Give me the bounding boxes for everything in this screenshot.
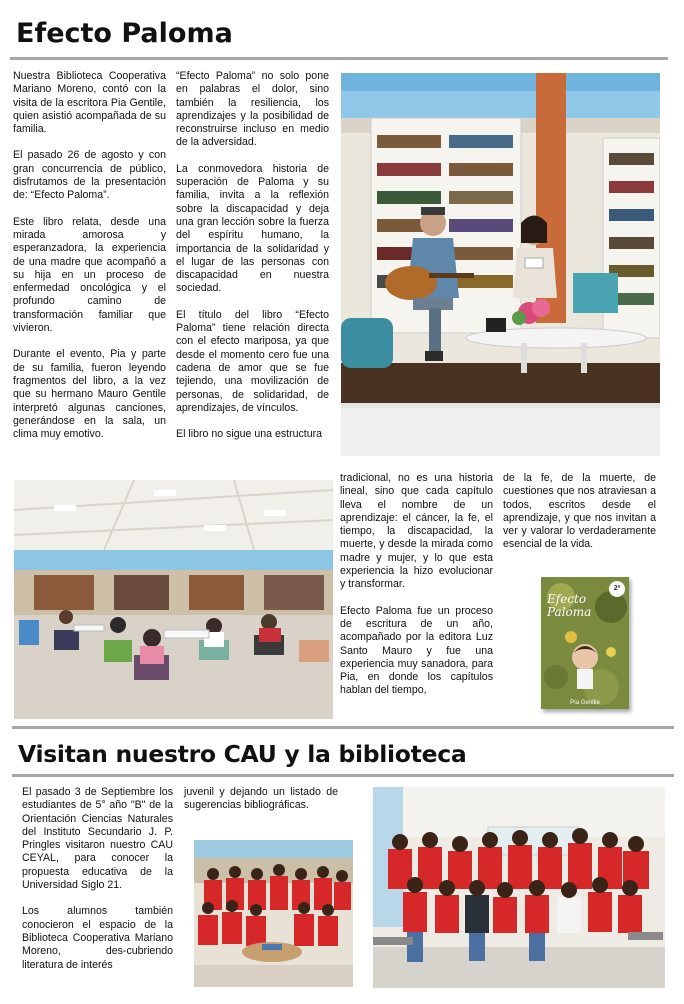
paragraph: El pasado 3 de Septiembre los estudiantes de 5° año "B" de la Orientación Ciencias Naturales del Instituto Secundario J. P. Pringles visitaron nuestro CAU CEYAL, para conocer la propuesta educativa de la Universidad Siglo 21. [22, 786, 173, 892]
photo-presentation [341, 73, 660, 456]
photo-students-library [194, 840, 353, 987]
paragraph: tradicional, no es una historia lineal, sino que cada capítulo lleva el nombre de un aprendizaje: el cáncer, la fe, el tiempo, la discapacidad, la muerte, y desde la mirada como madre y mujer, y lo que esta experiencia la hizo evolucionar y transformar. [340, 472, 493, 591]
article1-title: Efecto Paloma [16, 18, 233, 49]
article2-column-1 [22, 786, 173, 972]
paragraph: El título del libro “Efecto Paloma” tiene relación directa con el efecto mariposa, ya que desde el momento cero fue una cadena de amor que se fue tejiendo, una movilización de personas, de solidaridad, de aprendizajes, de vínculos. [176, 308, 329, 414]
paragraph: La conmovedora historia de superación de Paloma y su familia, invita a la reflexión sobre la discapacidad y deja una gran lección sobre la fuerza del espíritu humano, la importancia de la solidaridad y el lugar de las personas con discapacidad en nuestra sociedad. [176, 162, 329, 295]
paragraph: juvenil y dejando un listado de sugerencias bibliográficas. [184, 786, 338, 812]
section-rule-bottom [12, 774, 674, 777]
book-title: Efecto Paloma [547, 592, 592, 619]
article1-column-1 [13, 70, 166, 441]
article1-column-3 [340, 472, 493, 698]
paragraph: Este libro relata, desde una mirada amorosa y esperanzadora, la experiencia de una madre que acompañó a su hija en un proceso de enfermedad oncológica y el profundo camino de transformación familiar que vivieron. [13, 215, 166, 335]
section-rule-top [12, 726, 674, 729]
paragraph: Nuestra Biblioteca Cooperativa Mariano Moreno, contó con la visita de la escritora Pia Gentile, quien asistió acompañada de su familia. [13, 70, 166, 136]
book-author: Pía Gentile [570, 700, 600, 706]
paragraph: El libro no sigue una estructura [176, 428, 323, 441]
article1-column-2 [176, 70, 329, 441]
paragraph: “Efecto Paloma” no solo pone en palabras el dolor, sino también la resiliencia, los aprendizajes y la posibilidad de reconstruirse incluso en medio de la adversidad. [176, 70, 329, 149]
article2-title: Visitan nuestro CAU y la biblioteca [18, 740, 467, 768]
paragraph: Los alumnos también conocieron el espacio de la Biblioteca Cooperativa Mariano Moreno, des-cubriendo literatura de interés [22, 905, 173, 971]
photo-audience [14, 480, 333, 719]
edition-badge: 2ª [609, 581, 625, 597]
book-cover [541, 577, 629, 709]
paragraph: El pasado 26 de agosto y con gran concurrencia de público, disfrutamos de la presentación de: “Efecto Paloma”. [13, 149, 166, 202]
paragraph: Durante el evento, Pia y parte de su familia, fueron leyendo fragmentos del libro, a la vez que su hermano Mauro Gentile interpretó algunas canciones, generándose en la sala, un clima muy emotivo. [13, 348, 166, 441]
article2-column-2 [184, 786, 338, 813]
photo-students-group [373, 787, 665, 988]
paragraph: de la fe, de la muerte, de cuestiones que nos atraviesan a todos, escritos desde el aprendizaje, y que nos invitan a ver y valorar lo verdaderamente esencial de la vida. [503, 472, 656, 551]
article1-column-4 [503, 472, 656, 552]
paragraph: Efecto Paloma fue un proceso de escritura de un año, acompañado por la editora Luz Santo Mauro y fue una experiencia muy sanadora, para Pia, en donde los capítulos hablan del tiempo, [340, 604, 493, 697]
title-rule [10, 57, 668, 60]
